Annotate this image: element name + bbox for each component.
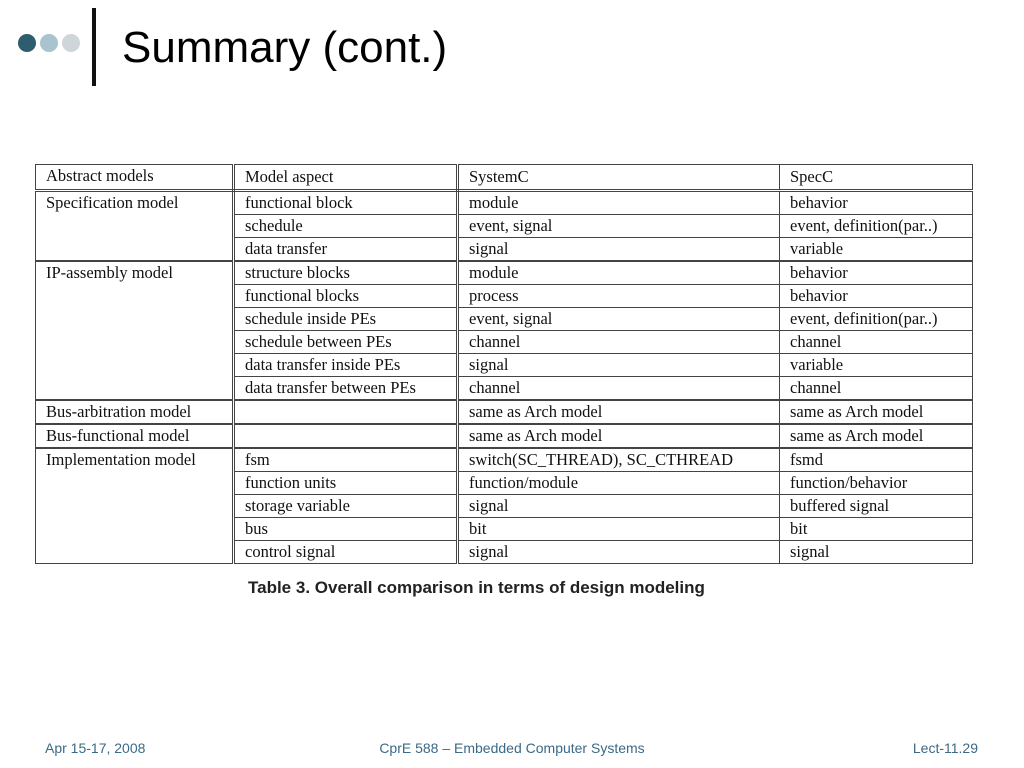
model-aspect-cell: function units bbox=[234, 472, 458, 495]
specc-cell: signal bbox=[780, 541, 973, 564]
specc-cell: behavior bbox=[780, 191, 973, 215]
systemc-cell: signal bbox=[458, 495, 780, 518]
model-aspect-cell: fsm bbox=[234, 448, 458, 472]
model-aspect-cell: schedule bbox=[234, 215, 458, 238]
specc-cell: variable bbox=[780, 354, 973, 377]
dot-icon bbox=[40, 34, 58, 52]
systemc-cell: event, signal bbox=[458, 215, 780, 238]
slide-title: Summary (cont.) bbox=[122, 23, 448, 72]
footer-date: Apr 15-17, 2008 bbox=[45, 740, 146, 756]
footer-course: CprE 588 – Embedded Computer Systems bbox=[379, 740, 645, 756]
systemc-cell: signal bbox=[458, 541, 780, 564]
model-aspect-cell: schedule between PEs bbox=[234, 331, 458, 354]
column-header: Model aspect bbox=[234, 165, 458, 191]
specc-cell: variable bbox=[780, 238, 973, 262]
column-header: Abstract models bbox=[36, 165, 234, 191]
table-row bbox=[36, 261, 973, 285]
systemc-cell: process bbox=[458, 285, 780, 308]
specc-cell: event, definition(par..) bbox=[780, 308, 973, 331]
specc-cell: event, definition(par..) bbox=[780, 215, 973, 238]
systemc-cell: signal bbox=[458, 354, 780, 377]
model-aspect-cell: data transfer between PEs bbox=[234, 377, 458, 401]
dot-icon bbox=[62, 34, 80, 52]
specc-cell: fsmd bbox=[780, 448, 973, 472]
systemc-cell: function/module bbox=[458, 472, 780, 495]
systemc-cell: event, signal bbox=[458, 308, 780, 331]
systemc-cell: bit bbox=[458, 518, 780, 541]
table-row bbox=[36, 424, 973, 448]
systemc-cell: switch(SC_THREAD), SC_CTHREAD bbox=[458, 448, 780, 472]
table-caption: Table 3. Overall comparison in terms of design modeling bbox=[248, 578, 705, 597]
abstract-model-cell: Specification model bbox=[36, 191, 234, 262]
model-aspect-cell: functional block bbox=[234, 191, 458, 215]
table-row bbox=[36, 191, 973, 215]
column-header: SystemC bbox=[458, 165, 780, 191]
column-header: SpecC bbox=[780, 165, 973, 191]
model-aspect-cell: control signal bbox=[234, 541, 458, 564]
systemc-cell: same as Arch model bbox=[458, 424, 780, 448]
comparison-table bbox=[35, 164, 973, 564]
table-row bbox=[36, 448, 973, 472]
specc-cell: behavior bbox=[780, 261, 973, 285]
systemc-cell: signal bbox=[458, 238, 780, 262]
systemc-cell: channel bbox=[458, 331, 780, 354]
specc-cell: same as Arch model bbox=[780, 400, 973, 424]
specc-cell: channel bbox=[780, 331, 973, 354]
systemc-cell: module bbox=[458, 191, 780, 215]
model-aspect-cell: storage variable bbox=[234, 495, 458, 518]
table-header-row bbox=[36, 165, 973, 191]
model-aspect-cell: data transfer inside PEs bbox=[234, 354, 458, 377]
systemc-cell: module bbox=[458, 261, 780, 285]
abstract-model-cell: Implementation model bbox=[36, 448, 234, 564]
model-aspect-cell: data transfer bbox=[234, 238, 458, 262]
specc-cell: function/behavior bbox=[780, 472, 973, 495]
specc-cell: same as Arch model bbox=[780, 424, 973, 448]
specc-cell: bit bbox=[780, 518, 973, 541]
footer-lecture-number: Lect-11.29 bbox=[912, 740, 978, 756]
model-aspect-cell: bus bbox=[234, 518, 458, 541]
specc-cell: behavior bbox=[780, 285, 973, 308]
comparison-table-container bbox=[35, 164, 972, 564]
table-row bbox=[36, 400, 973, 424]
specc-cell: buffered signal bbox=[780, 495, 973, 518]
model-aspect-cell: schedule inside PEs bbox=[234, 308, 458, 331]
dot-icon bbox=[18, 34, 36, 52]
systemc-cell: channel bbox=[458, 377, 780, 401]
abstract-model-cell: IP-assembly model bbox=[36, 261, 234, 400]
model-aspect-cell: structure blocks bbox=[234, 261, 458, 285]
specc-cell: channel bbox=[780, 377, 973, 401]
model-aspect-cell: functional blocks bbox=[234, 285, 458, 308]
abstract-model-cell: Bus-functional model bbox=[36, 424, 234, 448]
title-divider bbox=[92, 8, 96, 86]
model-aspect-cell bbox=[234, 400, 458, 424]
systemc-cell: same as Arch model bbox=[458, 400, 780, 424]
abstract-model-cell: Bus-arbitration model bbox=[36, 400, 234, 424]
model-aspect-cell bbox=[234, 424, 458, 448]
